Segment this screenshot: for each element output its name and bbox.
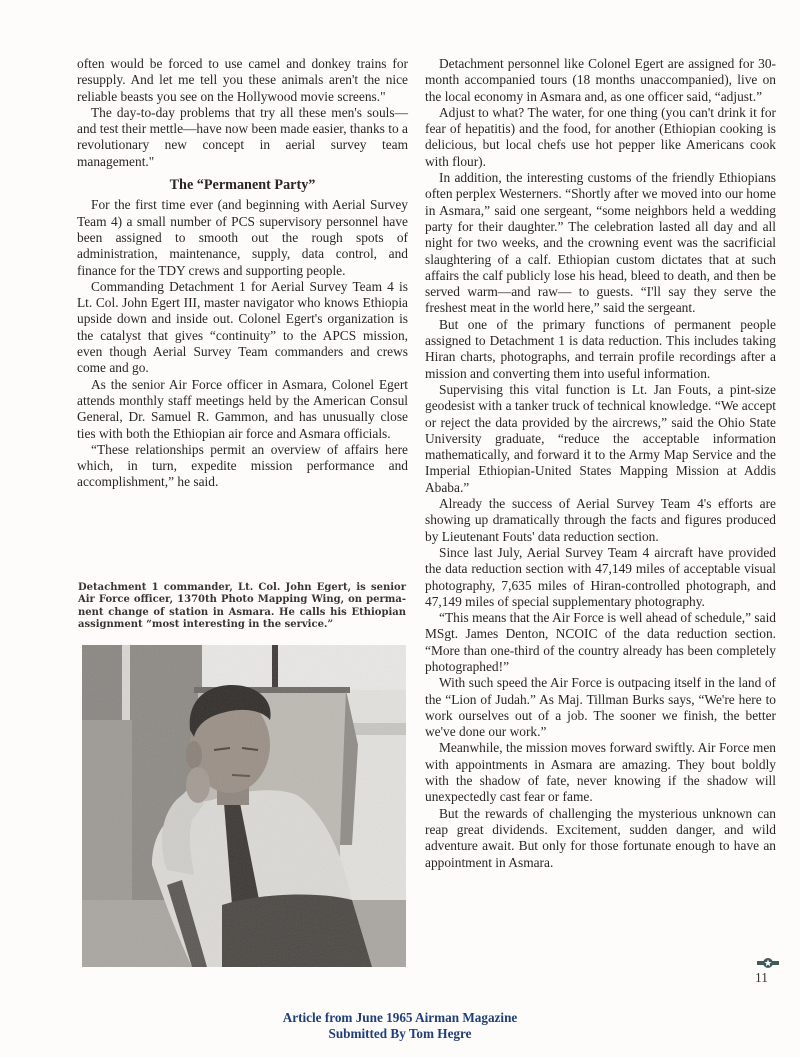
- paragraph: For the first time ever (and beginning with Aerial Survey Team 4) a small number of PCS supervisory personnel have been assigned to smooth out the rough spots of administration, maintenance, supply, data control, and finance for the TDY crews and supporting people.: [77, 197, 408, 278]
- section-heading: The “Permanent Party”: [169, 177, 316, 194]
- paragraph: Since last July, Aerial Survey Team 4 aircraft have provided the data reduction section with 47,149 miles of acceptable visual photography, 7,635 miles of Hiran-controlled photograph, and 47,149 miles of special supplementary photography.: [425, 544, 776, 609]
- paragraph: often would be forced to use camel and donkey trains for resupply. And let me tell you these animals aren't the nice reliable beasts you see on the Hollywood movie screens.": [77, 56, 408, 104]
- paragraph: But the rewards of challenging the mysterious unknown can reap great dividends. Excitement, sudden danger, and wild adventure await. But only for those fortunate enough to have an appointment in Asmara.: [425, 805, 776, 870]
- paragraph: Adjust to what? The water, for one thing (you can't drink it for fear of hepatitis) and the food, for another (Ethiopian cooking is delicious, but local chefs use hot pepper like Americans cook with flour).: [425, 104, 776, 169]
- paragraph: As the senior Air Force officer in Asmara, Colonel Egert attends monthly staff meetings held by the American Consul General, Dr. Samuel R. Gammon, and has unusually close ties with both the Ethiopian air force and Asmara officials.: [77, 376, 408, 441]
- paragraph: The day-to-day problems that try all these men's souls—and test their mettle—have now been made easier, thanks to a revolutionary new concept in aerial survey team management.": [77, 104, 408, 169]
- paragraph: With such speed the Air Force is outpacing itself in the land of the “Lion of Judah.” As Maj. Tillman Burks says, “We're here to work ourselves out of a job. The sooner we finish, the better we've done our work.”: [425, 675, 776, 740]
- paragraph: Meanwhile, the mission moves forward swiftly. Air Force men with appointments in Asmara are amazing. They bout boldly with the shadow of fate, never knowing if the shadow will unexpectedly cast fear or fame.: [425, 740, 776, 805]
- paragraph: Supervising this vital function is Lt. Jan Fouts, a pint-size geodesist with a tanker truck of technical knowledge. “We accept or reject the data provided by the aircrews,” said the Ohio State University graduate, “reduce the acceptable information mathematically, and forward it to the Army Map Service and the Imperial Ethiopian-United States Mapping Mission at Addis Ababa.”: [425, 381, 776, 495]
- portrait-photo: [82, 645, 406, 967]
- credit-source: Article from June 1965 Airman Magazine: [282, 1010, 518, 1025]
- paragraph: But one of the primary functions of permanent people assigned to Detachment 1 is data reduction. This includes taking Hiran charts, photographs, and terrain profile recordings after a mission and converting them into useful information.: [425, 316, 776, 381]
- article-credit: [0, 1010, 800, 1042]
- paragraph: In addition, the interesting customs of the friendly Ethiopians often perplex Westerners. “Shortly after we moved into our home in Asmara,” said one sergeant, “some neighbors held a wedding party for their daughter.” The celebration lasted all day and all night for two weeks, and the crowning event was the sacrificial slaughtering of a calf. Ethiopian custom dictates that at such affairs the calf publicly lose his head, bleed to death, and then be served warm—and raw— to guests. “I'll say they serve the freshest meat in the world here,” said the sergeant.: [425, 170, 776, 316]
- right-column: [425, 56, 776, 871]
- page-number: 11: [755, 970, 768, 985]
- usaf-star-roundel-icon: [757, 958, 779, 968]
- photo-caption: Detachment 1 commander, Lt. Col. John Egert, is senior Air Force officer, 1370th Photo Mapping Wing, on permanent change of station in Asmara. He calls his Ethiopian assignment “most interesting in the service.”: [78, 582, 406, 631]
- paragraph: “These relationships permit an overview of affairs here which, in turn, expedite mission performance and accomplishment,” he said.: [77, 441, 408, 490]
- paragraph: Already the success of Aerial Survey Team 4's efforts are showing up dramatically through the facts and figures produced by Lieutenant Fouts' data reduction section.: [425, 496, 776, 544]
- left-column: [77, 56, 408, 491]
- credit-submitter: Submitted By Tom Hegre: [328, 1026, 472, 1041]
- paragraph: Commanding Detachment 1 for Aerial Survey Team 4 is Lt. Col. John Egert III, master navigator who knows Ethiopia upside down and inside out. Colonel Egert's organization is the catalyst that gives “continuity” to the APCS mission, even though Aerial Survey Team commanders and crews come and go.: [77, 278, 408, 376]
- portrait-photo-illustration: [82, 645, 406, 967]
- paragraph: “This means that the Air Force is well ahead of schedule,” said MSgt. James Denton, NCOIC of the data reduction section. “More than one-third of the country already has been completely photographed!”: [425, 610, 776, 674]
- paragraph: Detachment personnel like Colonel Egert are assigned for 30-month accompanied tours (18 months unaccompanied), live on the local economy in Asmara and, as one officer said, “adjust.”: [425, 56, 776, 104]
